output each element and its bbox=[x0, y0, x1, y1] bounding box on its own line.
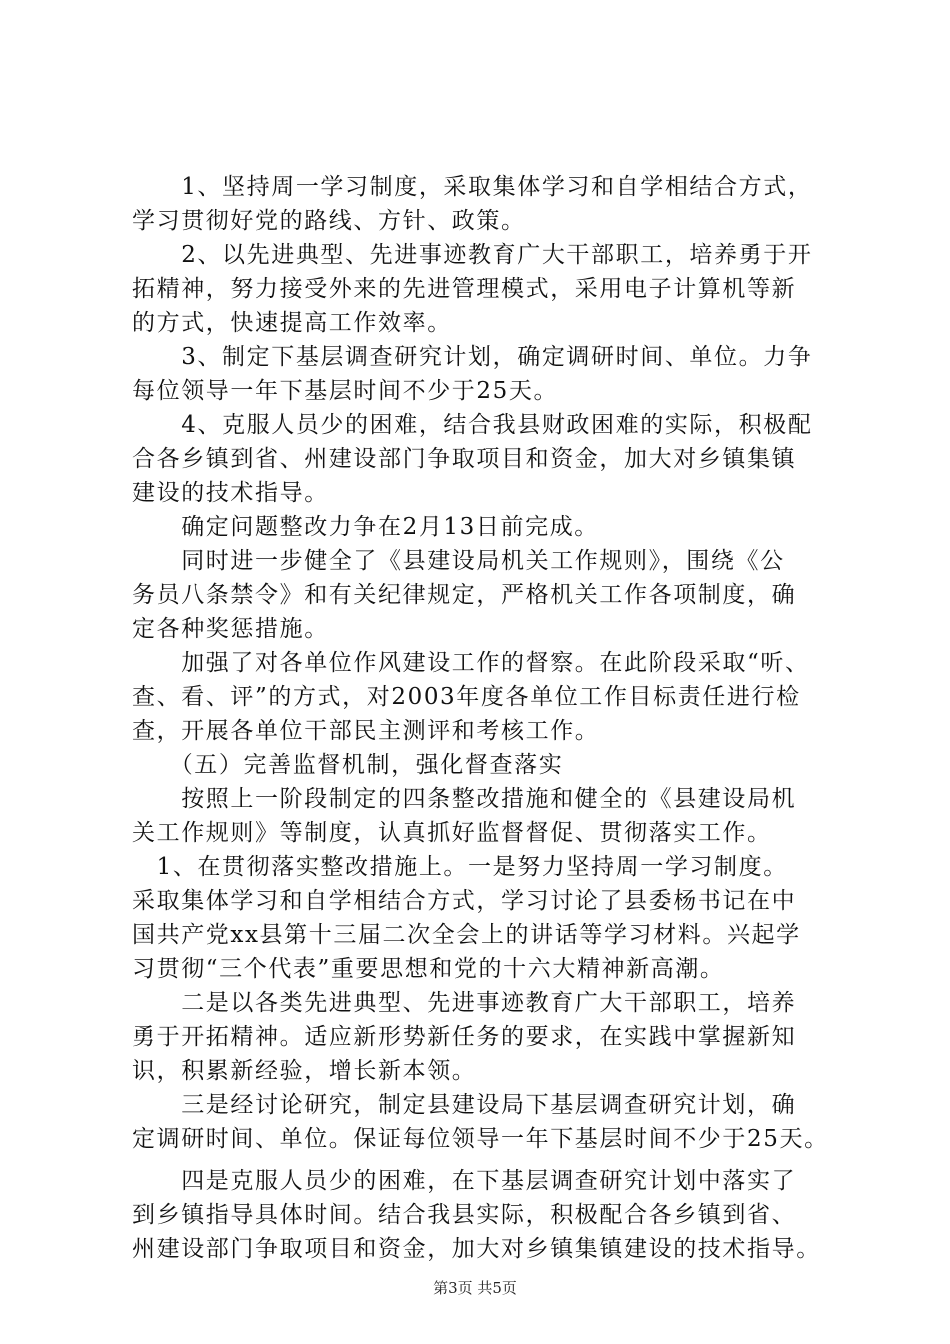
paragraph: 1、坚持周一学习制度，采取集体学习和自学相结合方式， 学习贯彻好党的路线、方针、政策。 bbox=[132, 174, 813, 234]
paragraph: 加强了对各单位作风建设工作的督察。在此阶段采取“听、 查、看、评”的方式，对2003年度各单位工作目标责任进行检 查，开展各单位干部民主测评和考核工作。 bbox=[132, 650, 810, 744]
paragraph: 2、以先进典型、先进事迹教育广大干部职工，培养勇于开 拓精神，努力接受外来的先进管理模式，采用电子计算机等新 的方式，快速提高工作效率。 bbox=[132, 242, 813, 336]
page-footer: 第3页 共5页 bbox=[433, 1279, 517, 1297]
paragraph: 三是经讨论研究，制定县建设局下基层调查研究计划，确 定调研时间、单位。保证每位领导一年下基层时间不少于25天。 bbox=[132, 1092, 829, 1152]
paragraph: 3、制定下基层调查研究计划，确定调研时间、单位。力争 每位领导一年下基层时间不少于25天。 bbox=[132, 344, 813, 404]
paragraph: 确定问题整改力争在2月13日前完成。 bbox=[132, 514, 599, 540]
paragraph: 二是以各类先进典型、先进事迹教育广大干部职工，培养 勇于开拓精神。适应新形势新任务的要求，在实践中掌握新知 识，积累新经验，增长新本领。 bbox=[132, 990, 797, 1084]
paragraph: 同时进一步健全了《县建设局机关工作规则》，围绕《公 务员八条禁令》和有关纪律规定，严格机关工作各项制度，确 定各种奖惩措施。 bbox=[132, 548, 797, 642]
paragraph: 按照上一阶段制定的四条整改措施和健全的《县建设局机 关工作规则》等制度，认真抓好监督督促、贯彻落实工作。 bbox=[132, 786, 797, 846]
paragraph: 四是克服人员少的困难，在下基层调查研究计划中落实了 到乡镇指导具体时间。结合我县实际，积极配合各乡镇到省、 州建设部门争取项目和资金，加大对乡镇集镇建设的技术指导。 bbox=[132, 1168, 821, 1262]
paragraph: 1、在贯彻落实整改措施上。一是努力坚持周一学习制度。 采取集体学习和自学相结合方式，学习讨论了县委杨书记在中 国共产党xx县第十三届二次全会上的讲话等学习材料。兴起学 习贯彻“三个代表”重要思想和党的十六大精神新高潮。 bbox=[132, 854, 801, 982]
paragraph: 4、克服人员少的困难，结合我县财政困难的实际，积极配 合各乡镇到省、州建设部门争取项目和资金，加大对乡镇集镇 建设的技术指导。 bbox=[132, 412, 813, 506]
section-heading: （五）完善监督机制，强化督查落实 bbox=[132, 752, 564, 778]
